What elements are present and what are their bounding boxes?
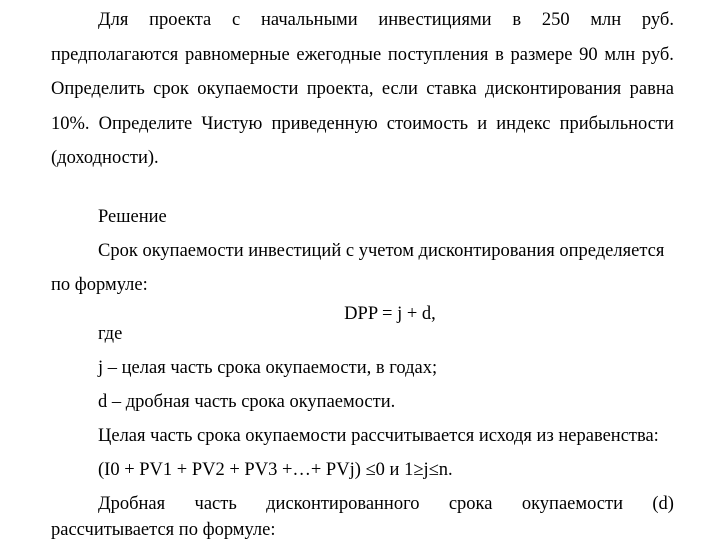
word: прибыльности [559,114,674,134]
word: Определить [51,79,145,99]
word: часть [194,494,237,514]
word: проекта, [306,79,374,99]
word: Для [98,10,129,30]
word: окупаемости [197,79,299,99]
word: руб. [641,10,674,30]
problem-line-1 [98,9,674,31]
word: в [512,10,522,30]
solution-intro-line-2: по формуле: [51,275,148,295]
word: дисконтированного [266,494,420,514]
formula-dpp: DPP = j + d, [344,304,436,324]
word: Определите [98,114,193,134]
definition-d: d – дробная часть срока окупаемости. [98,392,396,412]
solution-heading: Решение [98,207,167,227]
word: Чистую [201,114,263,134]
word: млн [604,45,636,65]
word: ежегодные [296,45,382,65]
word: стоимость [386,114,469,134]
word: (d) [652,494,674,514]
problem-line-4 [51,113,674,135]
word: приведенную [271,114,378,134]
word: и [477,114,488,134]
where-label: где [98,324,123,344]
definition-j: j – целая часть срока окупаемости, в годах; [98,358,438,378]
word: размере [510,45,573,65]
inequality-formula: (I0 + PV1 + PV2 + PV3 +…+ PVj) ≤0 и 1≥j≤n. [98,460,453,480]
word: срока [448,494,493,514]
fraction-line-1 [98,493,674,515]
word: равна [629,79,674,99]
word: инвестициями [378,10,492,30]
word: проекта [149,10,212,30]
problem-line-2 [51,44,674,66]
word: срок [153,79,189,99]
word: 10%. [51,114,90,134]
solution-intro-line-1: Срок окупаемости инвестиций с учетом дисконтирования определяется [98,241,665,261]
word: Дробная [98,494,166,514]
word: начальными [260,10,358,30]
word: окупаемости [521,494,623,514]
word: если [381,79,418,99]
word: млн [590,10,622,30]
word: ставка [426,79,477,99]
problem-line-5: (доходности). [51,148,159,168]
word: 90 [579,45,598,65]
word: 250 [541,10,570,30]
word: предполагаются [51,45,179,65]
problem-line-3 [51,78,674,100]
word: в [495,45,504,65]
word: с [231,10,241,30]
fraction-line-2: рассчитывается по формуле: [51,520,276,540]
word: поступления [387,45,489,65]
word: индекс [496,114,551,134]
word: равномерные [184,45,290,65]
word: руб. [641,45,674,65]
word: дисконтирования [485,79,622,99]
integer-part-text: Целая часть срока окупаемости рассчитывается исходя из неравенства: [98,426,659,446]
